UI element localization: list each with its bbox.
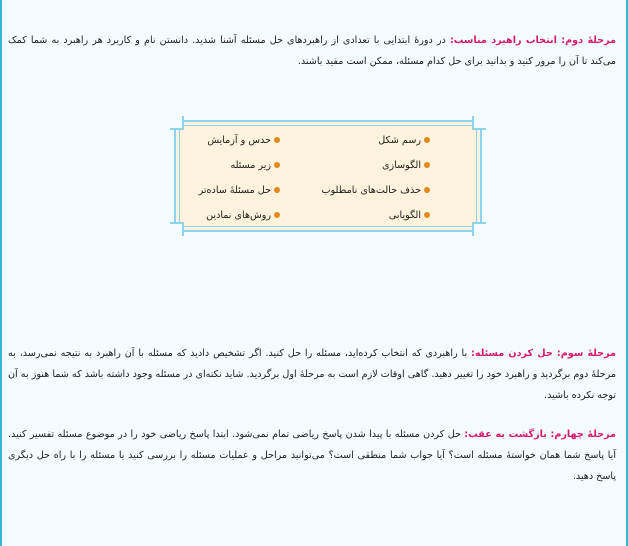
stage-four-heading: مرحلهٔ چهارم: بازگشت به عقب: xyxy=(464,429,616,440)
strategy-item xyxy=(199,128,280,153)
strategy-label: زیر مسئله xyxy=(230,160,271,171)
stage-three-text: با راهبردی که انتخاب کرده‌اید، مسئله را حل کنید. اگر تشخیص دادید که مسئله با آن راهبرد به نتیجه نمی‌رسد، به مرحلهٔ دوم برگردید و راهبرد خود را تغییر دهید. گاهی اوقات لازم است به مرحلهٔ اول برگردید. شاید نکته‌ای در مسئله وجود داشته باشد که شما هنوز به آن توجه نکرده باشید. xyxy=(8,348,616,401)
strategy-label: روش‌های نمادین xyxy=(206,210,271,221)
strategy-item xyxy=(199,203,280,228)
strategy-item xyxy=(322,128,430,153)
box-corner-ornament xyxy=(472,222,486,236)
box-corner-ornament xyxy=(170,222,184,236)
stage-two-paragraph xyxy=(8,30,616,72)
strategy-label: رسم شکل xyxy=(378,135,421,146)
stage-four-text: حل کردن مسئله با پیدا شدن پاسخ ریاضی تمام نمی‌شود. ابتدا پاسخ ریاضی خود را در موضوع مسئله تفسیر کنید. آیا پاسخ شما همان خواستهٔ مسئله است؟ آیا جواب شما منطقی است؟ می‌توانید مراحل و عملیات مسئله را بررسی کنید یا مسئله را با راه حل دیگری پاسخ دهید. xyxy=(8,429,616,482)
box-corner-ornament xyxy=(170,116,184,130)
strategy-label: الگوسازی xyxy=(382,160,421,171)
stage-four-paragraph xyxy=(8,424,616,487)
stage-three-paragraph xyxy=(8,343,616,406)
bullet-icon xyxy=(274,187,280,193)
strategy-list-right xyxy=(322,128,430,228)
strategy-label: حدس و آزمایش xyxy=(207,135,271,146)
strategy-box xyxy=(174,120,482,232)
strategy-item xyxy=(322,153,430,178)
bullet-icon xyxy=(424,162,430,168)
strategy-item xyxy=(199,178,280,203)
bullet-icon xyxy=(274,212,280,218)
strategy-list-left xyxy=(199,128,280,228)
bullet-icon xyxy=(274,137,280,143)
bullet-icon xyxy=(424,212,430,218)
bullet-icon xyxy=(274,162,280,168)
box-corner-ornament xyxy=(472,116,486,130)
stage-two-heading: مرحلهٔ دوم: انتخاب راهبرد مناسب: xyxy=(449,35,616,46)
strategy-item xyxy=(199,153,280,178)
bullet-icon xyxy=(424,187,430,193)
stage-three-heading: مرحلهٔ سوم: حل کردن مسئله: xyxy=(471,348,616,359)
bullet-icon xyxy=(424,137,430,143)
strategy-label: الگویابی xyxy=(388,210,421,221)
strategy-label: حذف حالت‌های نامطلوب xyxy=(321,185,421,196)
strategy-item xyxy=(322,203,430,228)
strategy-label: حل مسئلهٔ ساده‌تر xyxy=(198,185,271,196)
stage-two-text: در دورهٔ ابتدایی با تعدادی از راهبردهای حل مسئله آشنا شدید. دانستن نام و کاربرد هر راهبرد به شما کمک می‌کند تا آن را مرور کنید و بدانید برای حل کدام مسئله، ممکن است مفید باشند. xyxy=(8,35,616,67)
strategy-item xyxy=(322,178,430,203)
